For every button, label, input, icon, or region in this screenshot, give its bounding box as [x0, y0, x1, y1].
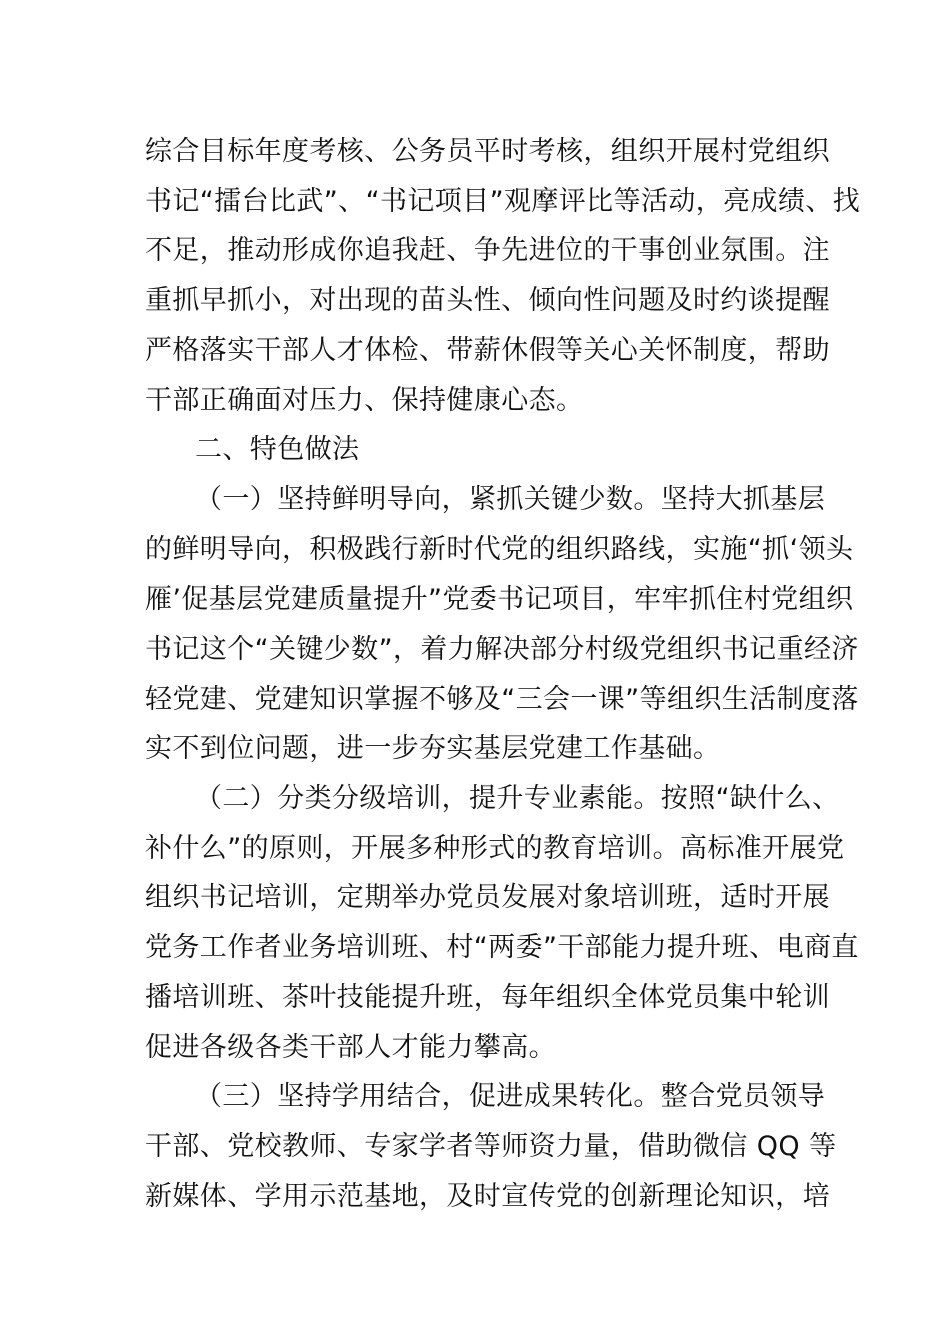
- body-text-line: 实不到位问题，进一步夯实基层党建工作基础。: [145, 733, 721, 764]
- body-text-line: 综合目标年度考核、公务员平时考核，组织开展村党组织: [145, 136, 830, 167]
- body-text-line: 不足，推动形成你追我赶、争先进位的干事创业氛围。注: [145, 235, 830, 266]
- body-text-line: 干部、党校教师、专家学者等师资力量，借助微信 QQ 等: [145, 1131, 837, 1162]
- section-heading: 二、特色做法: [195, 434, 360, 465]
- subsection-heading-line: （二）分类分级培训，提升专业素能。按照“缺什么、: [195, 783, 840, 814]
- body-text-line: 干部正确面对压力、保持健康心态。: [145, 385, 584, 416]
- subsection-heading-line: （三）坚持学用结合，促进成果转化。整合党员领导: [195, 1081, 826, 1112]
- body-text-line: 播培训班、茶叶技能提升班，每年组织全体党员集中轮训: [145, 982, 830, 1013]
- body-text-line: 补什么”的原则，开展多种形式的教育培训。高标准开展党: [145, 833, 845, 864]
- body-text-line: 书记“擂台比武”、“书记项目”观摩评比等活动，亮成绩、找: [145, 186, 861, 217]
- body-text-line: 书记这个“关键少数”，着力解决部分村级党组织书记重经济: [145, 634, 859, 665]
- body-text-line: 雁’促基层党建质量提升”党委书记项目，牢牢抓住村党组织: [145, 584, 854, 615]
- body-text-line: 党务工作者业务培训班、村“两委”干部能力提升班、电商直: [145, 932, 859, 963]
- subsection-heading-line: （一）坚持鲜明导向，紧抓关键少数。坚持大抓基层: [195, 484, 826, 515]
- body-text-line: 促进各级各类干部人才能力攀高。: [145, 1032, 556, 1063]
- body-text-line: 的鲜明导向，积极践行新时代党的组织路线，实施“抓‘领头: [145, 534, 854, 565]
- body-text-line: 严格落实干部人才体检、带薪休假等关心关怀制度，帮助: [145, 335, 830, 366]
- body-text-line: 新媒体、学用示范基地，及时宣传党的创新理论知识，培: [145, 1181, 830, 1212]
- body-text-line: 轻党建、党建知识掌握不够及“三会一课”等组织生活制度落: [145, 684, 859, 715]
- body-text-line: 重抓早抓小，对出现的苗头性、倾向性问题及时约谈提醒: [145, 285, 830, 316]
- body-text-line: 组织书记培训，定期举办党员发展对象培训班，适时开展: [145, 882, 830, 913]
